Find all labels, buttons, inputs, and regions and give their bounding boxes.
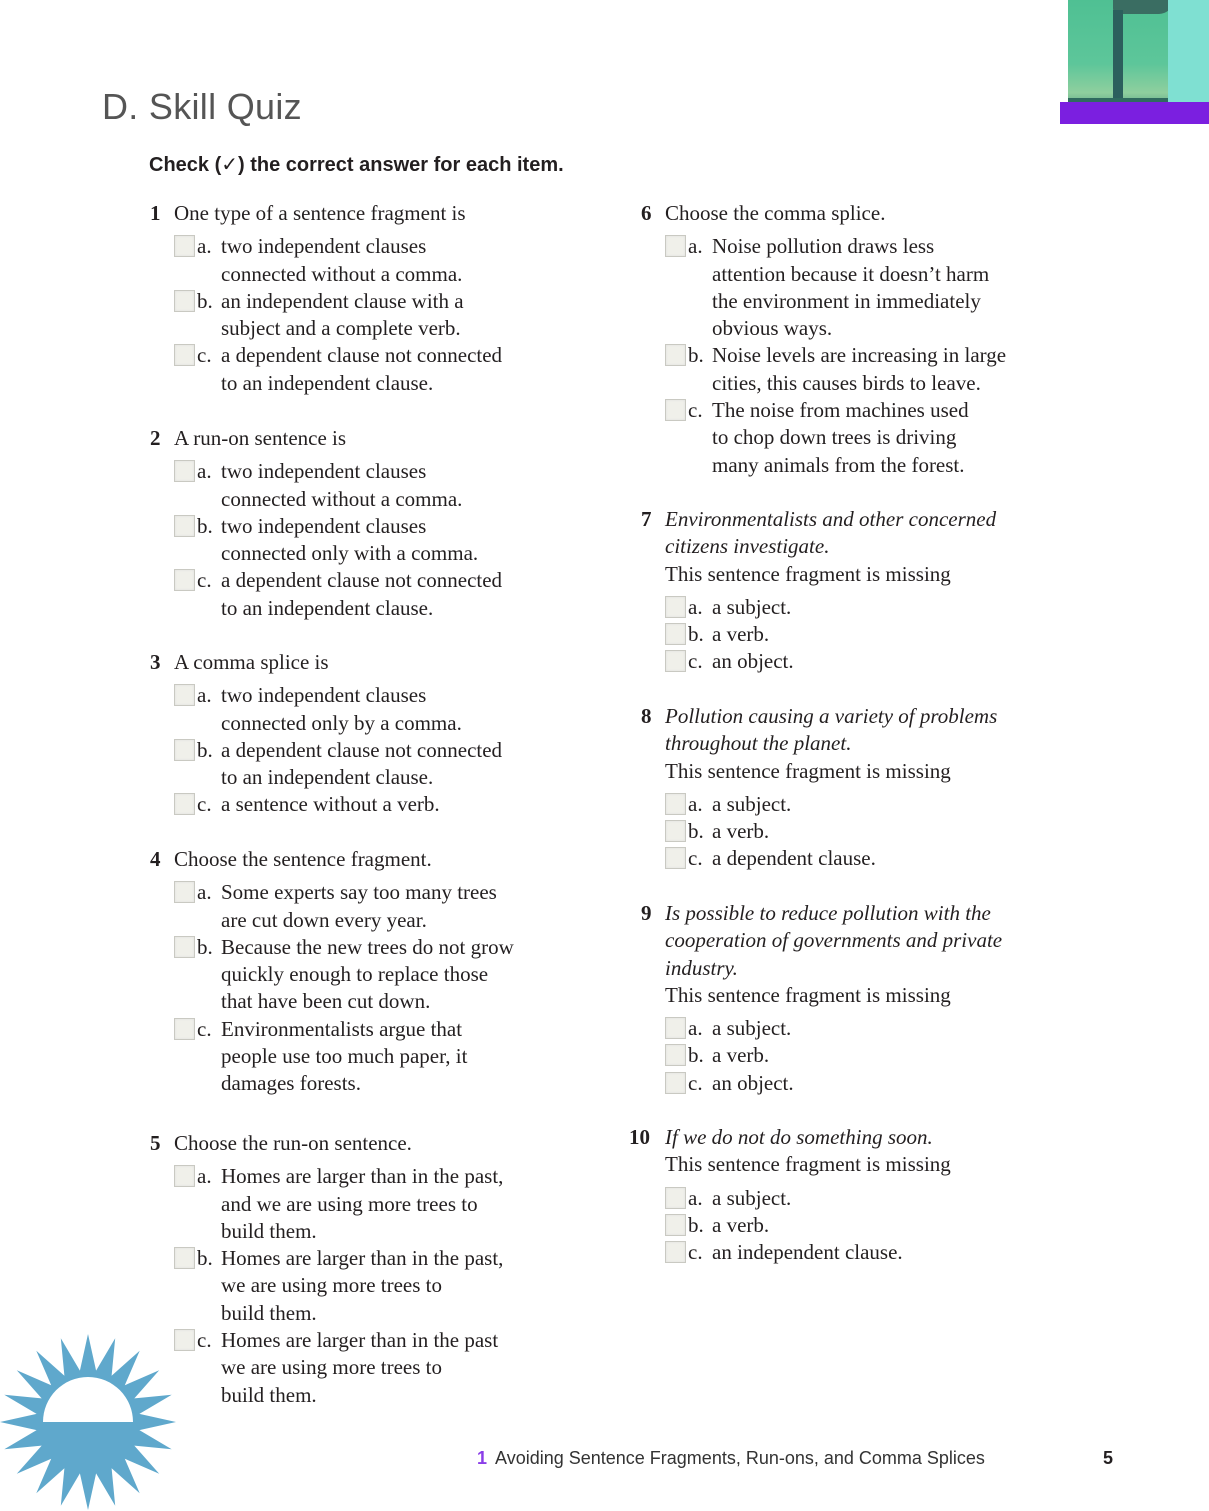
question-number: 2 — [150, 426, 161, 450]
option-text: Some experts say too many trees are cut down every year. — [221, 880, 497, 932]
option-text: a verb. — [712, 622, 770, 647]
option-text: a dependent clause. — [712, 846, 876, 871]
option-text: two independent clauses connected only by a comma. — [221, 683, 462, 735]
option-letter: b. — [197, 737, 213, 762]
question-prompt: This sentence fragment is missing — [665, 561, 951, 586]
answer-checkbox[interactable] — [665, 1017, 686, 1039]
page-number: 5 — [1103, 1448, 1114, 1468]
answer-checkbox[interactable] — [665, 650, 686, 672]
question-prompt: Choose the comma splice. — [665, 201, 886, 225]
header-photo-smokestack — [1068, 0, 1168, 116]
question-number: 1 — [150, 201, 161, 225]
option-letter: c. — [688, 1240, 703, 1265]
answer-checkbox[interactable] — [174, 1247, 195, 1269]
answer-checkbox[interactable] — [665, 1187, 686, 1209]
question-prompt: A run-on sentence is — [174, 426, 347, 450]
option-letter: a. — [197, 459, 212, 484]
answer-checkbox[interactable] — [174, 235, 195, 257]
option-text: a sentence without a verb. — [221, 792, 440, 817]
option-letter: c. — [197, 792, 212, 817]
option-text: an object. — [712, 1070, 794, 1095]
answer-option[interactable] — [150, 342, 620, 397]
question-prompt: A comma splice is — [174, 650, 329, 674]
question-6 — [641, 200, 1111, 479]
answer-option[interactable] — [641, 1212, 1111, 1239]
answer-option[interactable] — [150, 233, 620, 288]
header-purple-bar — [1060, 102, 1209, 124]
question-number: 8 — [641, 704, 652, 728]
answer-option[interactable] — [641, 845, 1111, 872]
answer-option[interactable] — [150, 513, 620, 568]
option-letter: c. — [688, 1070, 703, 1095]
answer-checkbox[interactable] — [174, 1329, 195, 1351]
option-letter: c. — [197, 343, 212, 368]
option-letter: a. — [688, 234, 703, 259]
question-sentence: If we do not do something soon. — [665, 1125, 933, 1149]
option-text: a subject. — [712, 594, 792, 619]
section-title: D. Skill Quiz — [102, 86, 302, 127]
answer-checkbox[interactable] — [665, 1214, 686, 1236]
answer-option[interactable] — [641, 1042, 1111, 1069]
option-letter: a. — [688, 791, 703, 816]
answer-option[interactable] — [150, 737, 620, 792]
answer-checkbox[interactable] — [665, 623, 686, 645]
answer-checkbox[interactable] — [665, 399, 686, 421]
option-text: a subject. — [712, 1016, 792, 1041]
option-text: two independent clauses connected without a comma. — [221, 234, 463, 286]
answer-checkbox[interactable] — [174, 569, 195, 591]
answer-option[interactable] — [641, 621, 1111, 648]
option-letter: b. — [688, 819, 704, 844]
question-number: 9 — [641, 901, 652, 925]
answer-checkbox[interactable] — [665, 793, 686, 815]
answer-checkbox[interactable] — [174, 460, 195, 482]
option-text: Noise pollution draws less attention because it doesn’t harm the environment in immediately obvious ways. — [712, 234, 990, 341]
answer-checkbox[interactable] — [174, 739, 195, 761]
option-letter: a. — [197, 880, 212, 905]
question-prompt: This sentence fragment is missing — [665, 1152, 951, 1177]
answer-option[interactable] — [150, 791, 620, 818]
option-text: Homes are larger than in the past, and we are using more trees to build them. — [221, 1164, 504, 1243]
question-prompt: This sentence fragment is missing — [665, 758, 951, 783]
answer-option[interactable] — [641, 791, 1111, 818]
option-letter: b. — [688, 343, 704, 368]
option-letter: c. — [688, 649, 703, 674]
option-text: The noise from machines used to chop down trees is driving many animals from the forest. — [712, 398, 969, 477]
option-letter: b. — [688, 622, 704, 647]
answer-option[interactable] — [150, 458, 620, 513]
question-10 — [629, 1124, 1111, 1266]
option-letter: c. — [197, 568, 212, 593]
answer-option[interactable] — [150, 682, 620, 737]
answer-option[interactable] — [641, 1239, 1111, 1266]
option-text: a verb. — [712, 1043, 770, 1068]
option-text: a subject. — [712, 1185, 792, 1210]
option-letter: c. — [197, 1016, 212, 1041]
answer-checkbox[interactable] — [665, 820, 686, 842]
question-sentence: Environmentalists and other concerned citizens investigate. — [665, 507, 997, 559]
option-text: Because the new trees do not grow quickly enough to replace those that have been cut down. — [221, 934, 514, 1014]
option-letter: b. — [197, 288, 213, 313]
answer-checkbox[interactable] — [665, 235, 686, 257]
footer — [477, 1448, 985, 1469]
option-letter: a. — [197, 234, 212, 259]
answer-checkbox[interactable] — [174, 936, 195, 958]
question-number: 6 — [641, 201, 652, 225]
option-letter: b. — [197, 934, 213, 959]
option-text: an independent clause with a subject and a complete verb. — [221, 288, 464, 341]
question-1 — [150, 200, 620, 397]
option-text: two independent clauses connected without a comma. — [221, 459, 463, 511]
answer-option[interactable] — [150, 567, 620, 622]
header-teal-band — [1168, 0, 1209, 116]
option-text: a subject. — [712, 791, 792, 816]
question-prompt: This sentence fragment is missing — [665, 982, 951, 1007]
option-text: Homes are larger than in the past we are using more trees to build them. — [221, 1328, 499, 1407]
answer-option[interactable] — [150, 1327, 620, 1409]
option-letter: c. — [197, 1328, 212, 1353]
answer-checkbox[interactable] — [174, 1165, 195, 1187]
answer-option[interactable] — [641, 397, 1111, 479]
answer-option[interactable] — [150, 1163, 620, 1245]
option-letter: a. — [197, 683, 212, 708]
question-number: 5 — [150, 1131, 161, 1155]
option-text: Homes are larger than in the past, we are using more trees to build them. — [221, 1246, 504, 1325]
option-letter: c. — [688, 398, 703, 423]
question-7 — [641, 506, 1111, 676]
answer-checkbox[interactable] — [665, 596, 686, 618]
question-5 — [150, 1130, 620, 1409]
option-text: a dependent clause not connected to an independent clause. — [221, 737, 503, 790]
question-prompt: One type of a sentence fragment is — [174, 201, 466, 225]
answer-checkbox[interactable] — [665, 847, 686, 869]
option-text: an independent clause. — [712, 1240, 903, 1265]
option-letter: a. — [197, 1164, 212, 1189]
question-prompt: Choose the run-on sentence. — [174, 1131, 412, 1155]
question-prompt: Choose the sentence fragment. — [174, 847, 432, 871]
question-8 — [641, 703, 1111, 873]
question-3 — [150, 649, 620, 819]
question-number: 3 — [150, 650, 161, 674]
option-letter: a. — [688, 1016, 703, 1041]
answer-option[interactable] — [641, 233, 1111, 342]
answer-option[interactable] — [150, 288, 620, 343]
answer-option[interactable] — [641, 648, 1111, 675]
answer-checkbox[interactable] — [174, 1018, 195, 1040]
answer-option[interactable] — [641, 1185, 1111, 1212]
chapter-number: 1 — [477, 1448, 488, 1468]
answer-option[interactable] — [641, 1015, 1111, 1042]
answer-checkbox[interactable] — [174, 684, 195, 706]
answer-checkbox[interactable] — [665, 1241, 686, 1263]
option-text: Environmentalists argue that people use too much paper, it damages forests. — [221, 1016, 468, 1096]
option-letter: b. — [688, 1043, 704, 1068]
question-number: 4 — [150, 847, 161, 871]
option-text: Noise levels are increasing in large cities, this causes birds to leave. — [712, 343, 1007, 395]
answer-checkbox[interactable] — [174, 344, 195, 366]
answer-option[interactable] — [150, 879, 620, 934]
answer-checkbox[interactable] — [665, 1072, 686, 1094]
answer-option[interactable] — [641, 818, 1111, 845]
question-4 — [150, 846, 620, 1098]
option-letter: b. — [197, 1246, 213, 1271]
answer-checkbox[interactable] — [665, 1044, 686, 1066]
answer-checkbox[interactable] — [174, 881, 195, 903]
question-2 — [150, 425, 620, 622]
question-sentence: Is possible to reduce pollution with the cooperation of governments and private industry. — [665, 901, 1003, 980]
answer-option[interactable] — [641, 1070, 1111, 1097]
option-letter: a. — [688, 1185, 703, 1210]
option-text: a verb. — [712, 819, 770, 844]
answer-option[interactable] — [150, 934, 620, 1016]
option-text: a dependent clause not connected to an independent clause. — [221, 568, 503, 620]
answer-option[interactable] — [641, 594, 1111, 621]
option-letter: b. — [688, 1212, 704, 1237]
answer-option[interactable] — [150, 1245, 620, 1327]
answer-checkbox[interactable] — [174, 793, 195, 815]
answer-checkbox[interactable] — [174, 515, 195, 537]
option-text: an object. — [712, 649, 794, 674]
option-letter: a. — [688, 594, 703, 619]
answer-option[interactable] — [150, 1016, 620, 1098]
option-letter: b. — [197, 513, 213, 538]
chapter-title: Avoiding Sentence Fragments, Run-ons, and Comma Splices — [495, 1448, 985, 1468]
answer-option[interactable] — [641, 342, 1111, 397]
answer-checkbox[interactable] — [665, 344, 686, 366]
option-text: a dependent clause not connected to an independent clause. — [221, 343, 503, 395]
question-9 — [641, 900, 1111, 1097]
instructions: Check (✓) the correct answer for each item. — [149, 154, 564, 176]
question-number: 7 — [641, 507, 652, 531]
question-sentence: Pollution causing a variety of problems throughout the planet. — [665, 704, 998, 756]
option-letter: c. — [688, 846, 703, 871]
option-text: two independent clauses connected only with a comma. — [221, 513, 479, 566]
question-number: 10 — [629, 1125, 650, 1149]
answer-checkbox[interactable] — [174, 290, 195, 312]
option-text: a verb. — [712, 1212, 770, 1237]
